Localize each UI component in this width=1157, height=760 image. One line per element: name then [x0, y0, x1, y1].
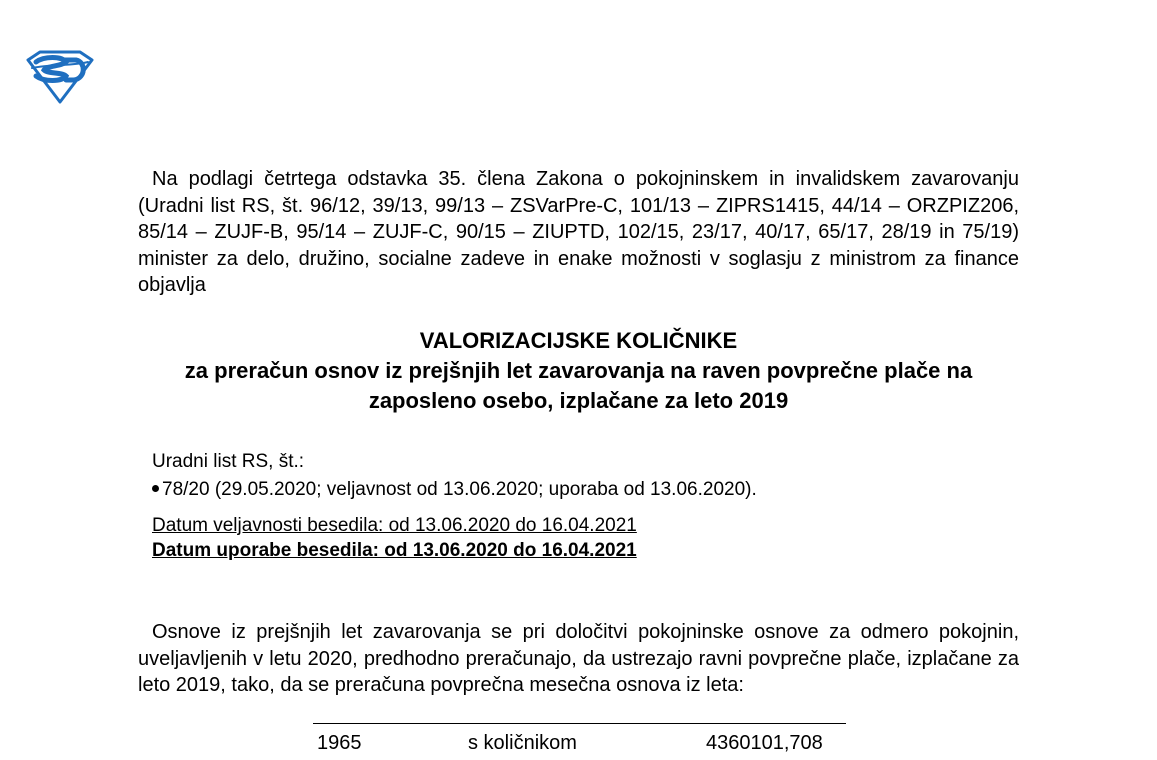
document-title [138, 326, 1019, 416]
zpiz-logo-icon [22, 48, 96, 104]
gazette-entry-row [152, 476, 1012, 504]
title-main: VALORIZACIJSKE KOLIČNIKE [419, 328, 738, 353]
gazette-entry: 78/20 (29.05.2020; veljavnost od 13.06.2020; uporaba od 13.06.2020). [162, 479, 757, 500]
validity-date-line: Datum veljavnosti besedila: od 13.06.2020 do 16.04.2021 [152, 515, 637, 536]
body-paragraph: Osnove iz prejšnjih let zavarovanja se pri določitvi pokojninske osnove za odmero pokojnin, uveljavljenih v letu 2020, predhodno preračunajo, da ustrezajo ravni povprečne plače, izplačane za leto 2019, tako, da se preračuna povprečna mesečna osnova iz leta: [138, 621, 1019, 696]
intro-paragraph: Na podlagi četrtega odstavka 35. člena Zakona o pokojninskem in invalidskem zavarovanju (Uradni list RS, št. 96/12, 39/13, 99/13 – ZSVarPre-C, 101/13 – ZIPRS1415, 44/14 – ORZPIZ206, 85/14 – ZUJF-B, 95/14 – ZUJF-C, 90/15 – ZIUPTD, 102/15, 23/17, 40/17, 65/17, 28/19 in 75/19) minister za delo, družino, socialne zadeve in enake možnosti v soglasju z ministrom za finance objavlja [138, 168, 1019, 296]
table-cell-year: 1965 [317, 732, 362, 754]
table-cell-value: 4360101,708 [706, 732, 823, 754]
bullet-icon [152, 485, 159, 492]
use-date-line: Datum uporabe besedila: od 13.06.2020 do 16.04.2021 [152, 540, 637, 561]
table-row [313, 730, 846, 760]
title-subtitle: za preračun osnov iz prejšnjih let zavarovanja na raven povprečne plače na zaposleno osebo, izplačane za leto 2019 [184, 358, 973, 413]
table-cell-label: s količnikom [468, 732, 577, 754]
gazette-reference [152, 448, 1012, 504]
validity-dates [152, 513, 637, 563]
gazette-label: Uradni list RS, št.: [152, 451, 305, 472]
table-top-rule [313, 723, 846, 724]
